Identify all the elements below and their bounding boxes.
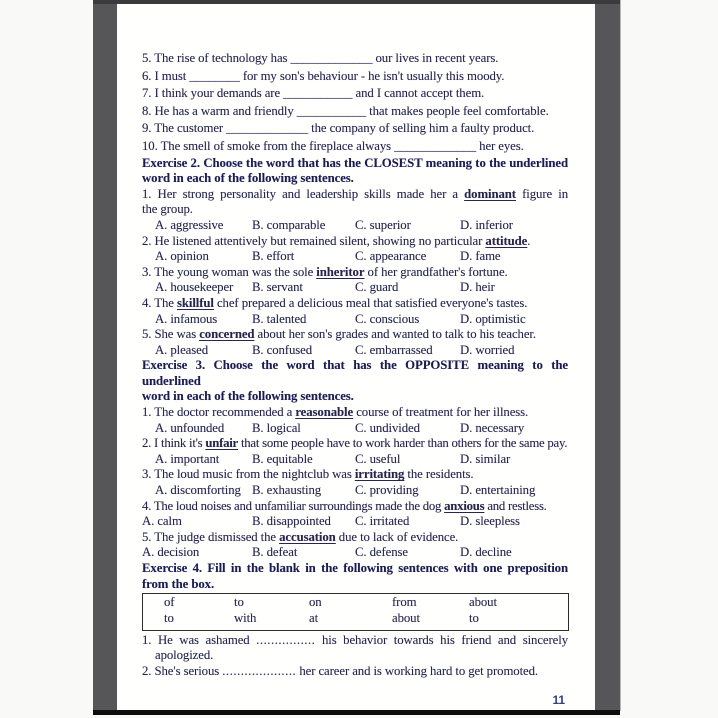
option-b: B. equitable — [252, 451, 313, 466]
fill-blank-item — [142, 103, 568, 121]
options-row — [142, 280, 568, 296]
question-text — [142, 265, 568, 281]
worksheet-page — [117, 4, 595, 710]
question-post: that some people have to work harder than others for the same pay. — [238, 436, 568, 451]
item-text: 5. The rise of technology has — [142, 51, 291, 65]
book-left-edge — [93, 0, 117, 711]
item-text: 2. She's serious — [142, 663, 223, 678]
option-d: D. necessary — [460, 420, 525, 435]
item-text: 6. I must — [142, 68, 190, 83]
underlined-word: accusation — [279, 529, 336, 544]
options-row — [142, 421, 568, 437]
option-a: A. aggressive — [155, 217, 224, 232]
option-a: A. housekeeper — [155, 280, 234, 295]
question-post: the residents. — [404, 467, 474, 482]
question-post: about her son's grades and wanted to talk to his teacher. — [254, 327, 536, 342]
options-row — [142, 218, 568, 234]
exercise2-section — [142, 156, 568, 359]
fill-blank-item — [142, 68, 568, 86]
option-b: B. disappointed — [252, 514, 331, 529]
option-c: C. defense — [355, 545, 409, 560]
item-text: the company of selling him a faulty product. — [308, 121, 535, 136]
fill-blank-item — [142, 138, 568, 156]
blank-line: _____________ — [394, 138, 477, 153]
question-post: chef prepared a delicious meal that satisfied everyone's tastes. — [213, 295, 528, 310]
preposition-row — [143, 611, 568, 627]
exercise1-items — [142, 50, 568, 156]
exercise3-section — [142, 358, 568, 561]
question-text — [142, 327, 568, 343]
option-b: B. servant — [252, 280, 303, 295]
question-pre: 4. The loud noises and unfamiliar surroundings made the dog — [142, 498, 445, 513]
item-text: her career and is working hard to get promoted. — [296, 663, 539, 678]
fill-blank-item — [142, 85, 568, 103]
fill-blank-item — [142, 50, 568, 68]
item-text: our lives in recent years. — [372, 51, 499, 65]
option-d: D. inferior — [460, 217, 513, 232]
page-number: 11 — [552, 692, 565, 707]
item-text: his behavior towards his friend and sincerely — [315, 632, 568, 647]
options-row — [142, 483, 568, 499]
question-pre: 2. He listened attentively but remained silent, showing no particular — [142, 233, 486, 248]
fill-blank-item-continued: apologized. — [155, 648, 214, 663]
question-text-continued: the group. — [142, 202, 193, 217]
option-c: C. superior — [355, 217, 411, 232]
book-right-edge — [595, 0, 621, 711]
option-a: A. infamous — [155, 311, 218, 326]
option-b: B. effort — [252, 249, 295, 264]
underlined-word: inheritor — [316, 264, 365, 279]
question-text — [142, 436, 568, 452]
question-pre: 3. The young woman was the sole — [142, 264, 317, 279]
blank-line: ________ — [189, 68, 240, 83]
underlined-word: irritating — [354, 467, 405, 482]
option-d: D. decline — [460, 545, 512, 560]
question-pre: 3. The loud music from the nightclub was — [142, 467, 355, 482]
option-c: C. appearance — [355, 249, 427, 264]
item-text: 7. I think your demands are — [142, 86, 284, 101]
preposition: about — [392, 610, 420, 625]
option-c: C. embarrassed — [355, 342, 433, 357]
option-b: B. exhausting — [252, 483, 322, 498]
option-d: D. sleepless — [460, 514, 520, 529]
blank-line: _____________ — [290, 51, 373, 65]
book-bottom-edge — [93, 710, 620, 715]
option-a: A. decision — [142, 545, 200, 560]
preposition: about — [469, 595, 497, 610]
question-post: . — [527, 233, 531, 248]
option-c: C. irritated — [355, 514, 410, 529]
preposition-row — [143, 595, 568, 611]
exercise4-heading-line2: from the box. — [142, 576, 215, 591]
question-text — [142, 234, 568, 250]
item-text: that makes people feel comfortable. — [366, 103, 549, 118]
underlined-word: unfair — [205, 436, 238, 451]
dotted-blank: ................ — [256, 632, 316, 647]
question-pre: 1. Her strong personality and leadership skills made her a — [142, 186, 465, 201]
fill-blank-item — [142, 120, 568, 138]
item-text: and I cannot accept them. — [352, 86, 485, 101]
exercise2-heading-line2: word in each of the following sentences. — [142, 171, 354, 186]
question-post: course of treatment for her illness. — [353, 405, 529, 420]
underlined-word: anxious — [444, 498, 485, 513]
question-pre: 1. The doctor recommended a — [142, 405, 296, 420]
option-a: A. important — [155, 451, 220, 466]
option-b: B. comparable — [252, 217, 326, 232]
option-d: D. optimistic — [460, 311, 526, 326]
question-pre: 5. The judge dismissed the — [142, 529, 280, 544]
option-c: C. useful — [355, 451, 401, 466]
exercise4-heading-line1: Exercise 4. Fill in the blank in the following sentences with one preposition — [142, 561, 568, 575]
option-a: A. opinion — [155, 249, 209, 264]
exercise4-section — [142, 561, 568, 680]
underlined-word: concerned — [199, 327, 255, 342]
option-d: D. worried — [460, 342, 515, 357]
preposition: to — [234, 595, 244, 610]
fill-blank-item — [142, 633, 568, 649]
underlined-word: reasonable — [295, 405, 354, 420]
underlined-word: dominant — [464, 186, 516, 201]
option-a: A. unfounded — [155, 420, 225, 435]
option-b: B. confused — [252, 342, 313, 357]
item-text: 10. The smell of smoke from the fireplace always — [142, 138, 395, 153]
preposition: of — [164, 595, 175, 610]
item-text: for my son's behaviour - he isn't usually this moody. — [239, 68, 505, 83]
preposition: to — [469, 610, 479, 625]
blank-line: ___________ — [296, 103, 367, 118]
blank-line: _____________ — [226, 121, 309, 136]
option-d: D. similar — [460, 451, 511, 466]
option-c: C. guard — [355, 280, 399, 295]
question-text — [142, 296, 568, 312]
options-row — [142, 545, 568, 561]
item-text: her eyes. — [476, 138, 524, 153]
preposition-box — [142, 593, 569, 631]
exercise3-heading-line2: word in each of the following sentences. — [142, 389, 354, 404]
item-text: 8. He has a warm and friendly — [142, 103, 297, 118]
blank-line: ___________ — [283, 86, 353, 101]
option-c: C. providing — [355, 483, 419, 498]
question-text — [142, 405, 568, 421]
preposition: on — [309, 595, 322, 610]
question-text — [142, 530, 568, 546]
preposition: with — [234, 610, 257, 625]
option-a: A. discomforting — [155, 483, 241, 498]
exercise2-heading-line1: Exercise 2. Choose the word that has the CLOSEST meaning to the underlined — [142, 155, 568, 170]
option-c: C. undivided — [355, 420, 420, 435]
underlined-word: attitude — [485, 233, 528, 248]
fill-blank-item — [142, 664, 568, 680]
option-d: D. entertaining — [460, 483, 536, 498]
question-post: of her grandfather's fortune. — [364, 264, 508, 279]
option-c: C. conscious — [355, 311, 420, 326]
options-row — [142, 452, 568, 468]
question-text — [142, 467, 568, 483]
option-a: A. pleased — [155, 342, 209, 357]
option-a: A. calm — [142, 514, 182, 529]
preposition: at — [309, 610, 319, 625]
item-text: 1. He was ashamed — [142, 632, 257, 647]
underlined-word: skillful — [176, 295, 214, 310]
question-post: figure in — [515, 186, 568, 201]
dotted-blank: .................... — [222, 663, 297, 678]
options-row — [142, 343, 568, 359]
option-d: D. heir — [460, 280, 495, 295]
option-b: B. defeat — [252, 545, 298, 560]
question-text — [142, 187, 568, 203]
question-post: due to lack of evidence. — [335, 529, 459, 544]
options-row — [142, 249, 568, 265]
exercise3-heading-line1: Exercise 3. Choose the word that has the OPPOSITE meaning to the underlined — [142, 358, 568, 388]
question-post: and restless. — [484, 498, 547, 513]
preposition: to — [164, 610, 174, 625]
question-pre: 4. The — [142, 295, 177, 310]
item-text: 9. The customer — [142, 121, 227, 136]
option-d: D. fame — [460, 249, 501, 264]
options-row — [142, 514, 568, 530]
question-text — [142, 499, 568, 515]
option-b: B. talented — [252, 311, 307, 326]
option-b: B. logical — [252, 420, 301, 435]
options-row — [142, 312, 568, 328]
page-content — [117, 4, 595, 708]
question-pre: 2. I think it's — [142, 436, 206, 451]
question-pre: 5. She was — [142, 327, 200, 342]
preposition: from — [392, 595, 417, 610]
